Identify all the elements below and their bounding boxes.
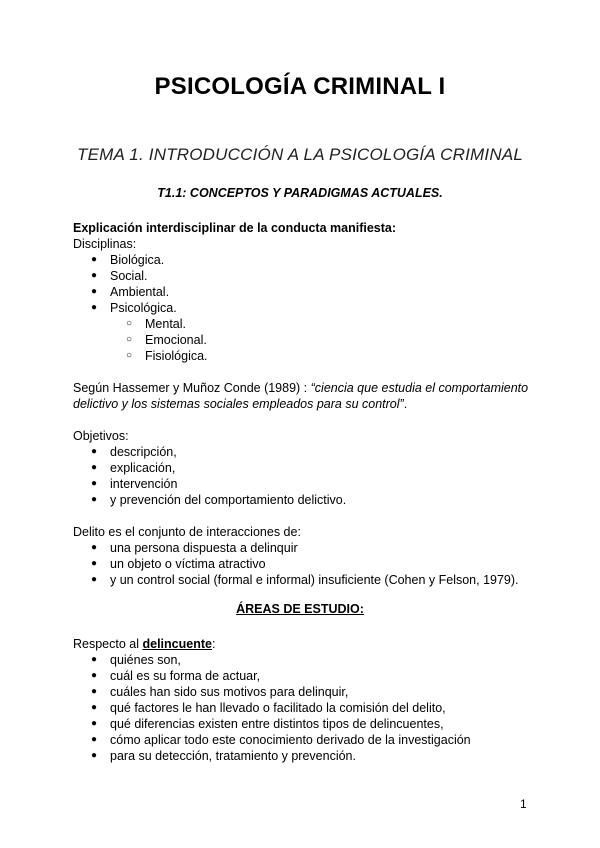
hassemer-citation-line2: delictivo y los sistemas sociales empleados para su control”. [73,397,408,411]
bullet-icon: ● [91,718,98,729]
list-item: ● cuál es su forma de actuar, [91,669,261,683]
bullet-icon: ● [91,462,98,473]
list-item: ● Social. [91,269,148,283]
bullet-icon: ● [91,670,98,681]
disciplinas-label: Disciplinas: [73,237,137,251]
document-title: PSICOLOGÍA CRIMINAL I [154,73,446,100]
hassemer-citation-line1: Según Hassemer y Muñoz Conde (1989) : “ciencia que estudia el comportamiento [73,381,529,395]
list-item: ● descripción, [91,445,177,459]
bullet-icon: ● [91,734,98,745]
sub-list-item: ○ Mental. [126,317,186,331]
sub-list-item: ○ Fisiológica. [126,349,208,363]
delito-label: Delito es el conjunto de interacciones de: [73,525,301,539]
list-item: ● una persona dispuesta a delinquir [91,541,298,555]
areas-heading: ÁREAS DE ESTUDIO: [236,602,364,616]
respecto-line: Respecto al delincuente: [73,637,216,651]
list-item: ● Biológica. [91,253,165,267]
sub-list-item: ○ Emocional. [126,333,207,347]
topic-subtitle: TEMA 1. INTRODUCCIÓN A LA PSICOLOGÍA CRIMINAL [76,145,524,164]
hollow-bullet-icon: ○ [126,334,133,345]
bullet-icon: ● [91,574,98,585]
list-item: ● Ambiental. [91,285,170,299]
bullet-icon: ● [91,446,98,457]
bullet-icon: ● [91,494,98,505]
list-item: ● intervención [91,477,178,491]
list-item: ● y un control social (formal e informal) insuficiente (Cohen y Felson, 1979). [91,573,519,587]
hollow-bullet-icon: ○ [126,318,133,329]
list-item: ● qué factores le han llevado o facilitado la comisión del delito, [91,701,446,715]
list-item: ● cuáles han sido sus motivos para delinquir, [91,685,349,699]
bullet-icon: ● [91,686,98,697]
list-item: ● un objeto o víctima atractivo [91,557,266,571]
objetivos-label: Objetivos: [73,429,129,443]
bullet-icon: ● [91,558,98,569]
bullet-icon: ● [91,254,98,265]
explicacion-heading: Explicación interdisciplinar de la conducta manifiesta: [73,221,397,235]
delincuente-term: delincuente [142,637,212,651]
bullet-icon: ● [91,702,98,713]
list-item: ● y prevención del comportamiento delictivo. [91,493,347,507]
page-number: 1 [520,797,527,811]
bullet-icon: ● [91,478,98,489]
list-item: ● qué diferencias existen entre distintos tipos de delincuentes, [91,717,444,731]
bullet-icon: ● [91,302,98,313]
list-item: ● para su detección, tratamiento y prevención. [91,749,356,763]
hollow-bullet-icon: ○ [126,350,133,361]
list-item: ● cómo aplicar todo este conocimiento derivado de la investigación [91,733,471,747]
section-heading: T1.1: CONCEPTOS Y PARADIGMAS ACTUALES. [157,186,443,200]
list-item: ● quiénes son, [91,653,181,667]
bullet-icon: ● [91,270,98,281]
bullet-icon: ● [91,750,98,761]
bullet-icon: ● [91,654,98,665]
bullet-icon: ● [91,286,98,297]
bullet-icon: ● [91,542,98,553]
list-item: ● explicación, [91,461,176,475]
list-item: ● Psicológica. [91,301,177,315]
